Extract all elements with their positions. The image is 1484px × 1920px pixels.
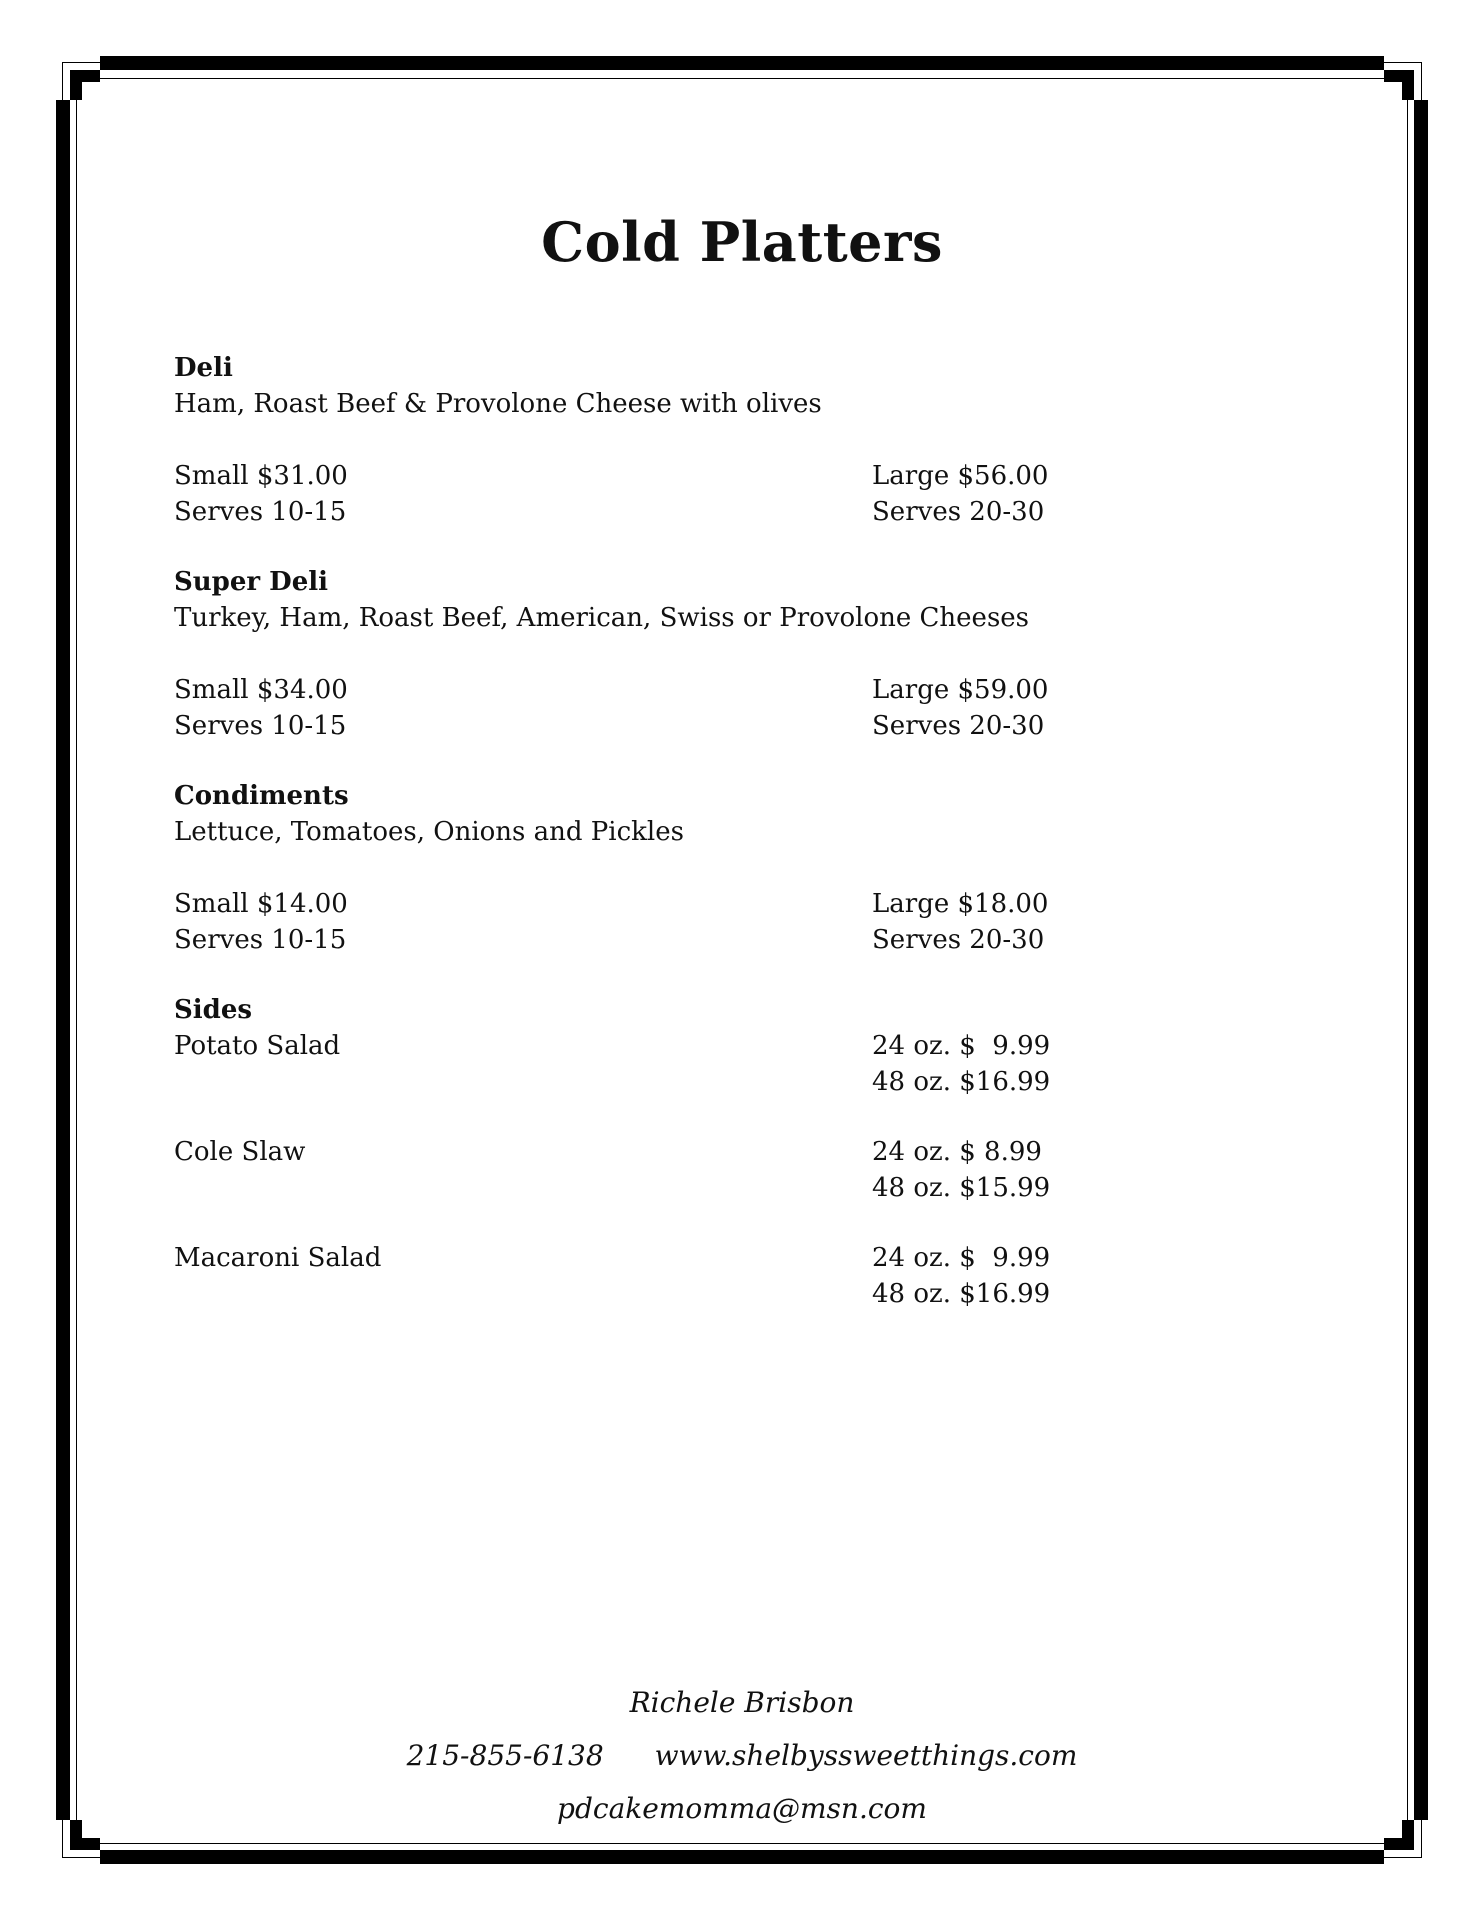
price-row	[174, 458, 1334, 494]
side-item	[174, 1028, 1334, 1100]
section-heading: Super Deli	[174, 567, 328, 597]
frame-corner-top-right	[1402, 70, 1414, 100]
serves-row	[174, 708, 1334, 744]
menu-section-sides	[174, 992, 1334, 1312]
menu-section-deli	[174, 350, 1334, 530]
side-item-row	[174, 1170, 1334, 1206]
contact-phone: 215-855-6138	[406, 1739, 604, 1772]
side-price-48oz: 48 oz. $16.99	[872, 1279, 1051, 1309]
side-item-name: Potato Salad	[174, 1031, 341, 1061]
section-description: Lettuce, Tomatoes, Onions and Pickles	[174, 817, 684, 847]
price-row	[174, 886, 1334, 922]
menu-section-super-deli	[174, 564, 1334, 744]
side-item-row	[174, 1028, 1334, 1064]
side-price-24oz: 24 oz. $ 9.99	[872, 1243, 1051, 1273]
price-row	[174, 672, 1334, 708]
serves-row	[174, 494, 1334, 530]
side-item-row	[174, 1064, 1334, 1100]
contact-footer	[0, 1676, 1484, 1835]
small-serves: Serves 10-15	[174, 497, 347, 527]
contact-email: pdcakemomma@msn.com	[557, 1792, 927, 1825]
large-price: Large $18.00	[872, 889, 1049, 919]
frame-corner-top-left	[70, 70, 82, 100]
large-serves: Serves 20-30	[872, 925, 1045, 955]
menu-content	[174, 350, 1334, 1346]
serves-row	[174, 922, 1334, 958]
side-item-name: Cole Slaw	[174, 1137, 306, 1167]
large-serves: Serves 20-30	[872, 497, 1045, 527]
contact-website: www.shelbyssweetthings.com	[654, 1739, 1078, 1772]
side-price-48oz: 48 oz. $15.99	[872, 1173, 1051, 1203]
small-price: Small $14.00	[174, 889, 348, 919]
section-description: Turkey, Ham, Roast Beef, American, Swiss or Provolone Cheeses	[174, 603, 1030, 633]
section-heading: Deli	[174, 353, 233, 383]
side-item	[174, 1240, 1334, 1312]
page-title: Cold Platters	[541, 210, 943, 274]
large-price: Large $59.00	[872, 675, 1049, 705]
large-price: Large $56.00	[872, 461, 1049, 491]
small-serves: Serves 10-15	[174, 925, 347, 955]
large-serves: Serves 20-30	[872, 711, 1045, 741]
side-item-row	[174, 1134, 1334, 1170]
contact-name: Richele Brisbon	[629, 1686, 855, 1719]
side-item-name: Macaroni Salad	[174, 1243, 382, 1273]
section-heading: Condiments	[174, 781, 349, 811]
side-item-row	[174, 1240, 1334, 1276]
menu-section-condiments	[174, 778, 1334, 958]
small-price: Small $34.00	[174, 675, 348, 705]
small-price: Small $31.00	[174, 461, 348, 491]
side-item	[174, 1134, 1334, 1206]
side-price-24oz: 24 oz. $ 8.99	[872, 1137, 1042, 1167]
small-serves: Serves 10-15	[174, 711, 347, 741]
side-price-48oz: 48 oz. $16.99	[872, 1067, 1051, 1097]
side-item-row	[174, 1276, 1334, 1312]
contact-row	[0, 1729, 1484, 1782]
side-price-24oz: 24 oz. $ 9.99	[872, 1031, 1051, 1061]
section-heading: Sides	[174, 995, 253, 1025]
section-description: Ham, Roast Beef & Provolone Cheese with olives	[174, 389, 822, 419]
